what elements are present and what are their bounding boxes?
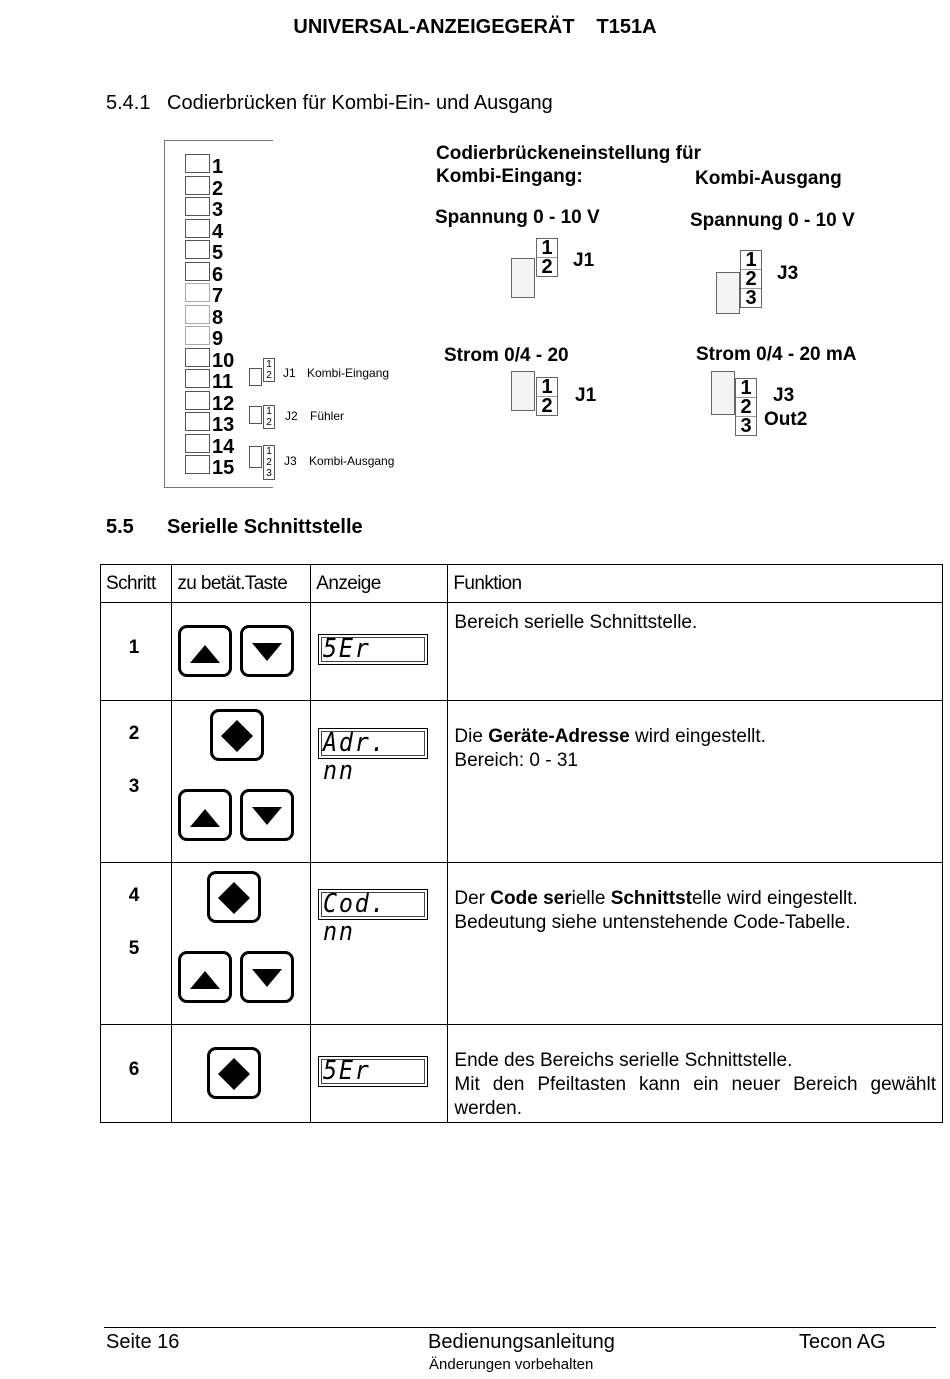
- text-bold: Geräte-Adresse: [488, 726, 630, 747]
- out-current-label: Strom 0/4 - 20 mA: [696, 344, 857, 365]
- lcd-display: [318, 634, 428, 665]
- section-heading-55: [106, 516, 363, 539]
- pin: 1: [266, 359, 272, 370]
- terminal-box: [185, 369, 210, 388]
- lcd-display: [318, 1056, 428, 1087]
- display-cell: [311, 1025, 448, 1123]
- jumper-j1-pins: [263, 358, 275, 382]
- function-line: Bedeutung siehe untenstehende Code-Tabelle.: [454, 912, 851, 933]
- step-number: 6: [128, 1059, 140, 1080]
- bridge-heading: Codierbrückeneinstellung für: [436, 143, 701, 164]
- pin: 2: [266, 417, 272, 428]
- pin: 2: [541, 256, 553, 278]
- key-cell: [172, 1025, 311, 1123]
- in-current-jumper-body: [511, 371, 535, 411]
- terminal-number: 8: [212, 306, 224, 329]
- key-cell: [172, 701, 311, 863]
- enter-key[interactable]: [210, 709, 264, 761]
- display-text: 5Er: [323, 634, 371, 664]
- jumper-j3-id: J3: [284, 454, 297, 468]
- diamond-icon: [218, 882, 250, 914]
- enter-key[interactable]: [207, 1047, 261, 1099]
- key-cell: [172, 863, 311, 1025]
- terminal-number: 9: [212, 328, 224, 350]
- bridge-heading-input: Kombi-Eingang:: [436, 166, 583, 187]
- terminal-box: [185, 455, 210, 474]
- up-arrow-key[interactable]: [178, 625, 232, 677]
- terminal-number: 13: [212, 414, 235, 436]
- jumper-j2-id: J2: [285, 409, 298, 423]
- col-header-step: Schritt: [101, 565, 172, 603]
- terminal-box: [185, 391, 210, 410]
- function-cell: [448, 603, 943, 701]
- text: wird eingestellt.: [629, 726, 766, 747]
- display-text: 5Er: [323, 1056, 371, 1086]
- terminal-number: 3: [212, 199, 224, 221]
- jumper-j1-id: J1: [283, 366, 296, 380]
- terminal-number: 15: [212, 457, 235, 479]
- up-arrow-key[interactable]: [178, 951, 232, 1003]
- terminal-box: [185, 240, 210, 259]
- step-number: 2: [128, 723, 140, 744]
- out-voltage-pins: [740, 250, 762, 308]
- terminal-box: [185, 262, 210, 281]
- display-text: Cod. nn: [323, 889, 387, 947]
- down-arrow-key[interactable]: [240, 951, 294, 1003]
- step-cell: [101, 603, 172, 701]
- out-current-extra: Out2: [764, 409, 808, 430]
- terminal-number: 1: [212, 156, 224, 178]
- terminal-box: [185, 326, 210, 345]
- text: Der: [454, 888, 491, 909]
- terminal-number: 10: [212, 349, 235, 372]
- table-row: [101, 603, 943, 701]
- jumper-j3-label: Kombi-Ausgang: [309, 454, 395, 468]
- pin: 1: [266, 406, 272, 417]
- display-cell: [311, 603, 448, 701]
- page-header: [0, 16, 950, 39]
- terminal-number: 4: [212, 220, 224, 243]
- down-arrow-icon: [252, 807, 282, 825]
- in-voltage-jumper-body: [511, 258, 535, 298]
- enter-key[interactable]: [207, 871, 261, 923]
- terminal-number: 7: [212, 285, 224, 307]
- function-line: [454, 725, 936, 749]
- footer-doc: Bedienungsanleitung: [428, 1331, 615, 1353]
- terminal-box: [185, 219, 210, 238]
- in-current-label: Strom 0/4 - 20: [444, 345, 569, 366]
- terminal-number: 5: [212, 242, 224, 264]
- text: elle wird eingestellt.: [691, 888, 858, 909]
- section-number: 5.4.1: [106, 92, 151, 114]
- display-cell: [311, 863, 448, 1025]
- out-voltage-jumper-body: [716, 272, 740, 314]
- col-header-function: Funktion: [448, 565, 943, 603]
- out-voltage-label: Spannung 0 - 10 V: [690, 210, 855, 231]
- down-arrow-key[interactable]: [240, 789, 294, 841]
- header-model: T151A: [596, 16, 657, 38]
- function-cell: [448, 701, 943, 863]
- pin: 1: [537, 378, 557, 397]
- down-arrow-key[interactable]: [240, 625, 294, 677]
- pin: 3: [740, 415, 752, 437]
- terminal-number: 12: [212, 392, 235, 415]
- step-number: 5: [128, 938, 140, 959]
- function-cell: [448, 1025, 943, 1123]
- step-number: 4: [128, 885, 140, 906]
- up-arrow-icon: [190, 809, 220, 827]
- terminal-box: [185, 412, 210, 431]
- table-header-row: [101, 565, 943, 603]
- diamond-icon: [221, 720, 253, 752]
- terminal-number: 2: [212, 177, 224, 200]
- out-current-jumper-id: J3: [773, 385, 795, 406]
- in-voltage-jumper-id: J1: [573, 250, 595, 271]
- steps-table: [100, 564, 943, 1123]
- col-header-key: zu betät.Taste: [172, 565, 311, 603]
- out-current-jumper-body: [711, 371, 735, 415]
- footer-page: Seite 16: [106, 1331, 180, 1353]
- step-number: 1: [128, 637, 140, 658]
- terminal-box: [185, 305, 210, 324]
- display-cell: [311, 701, 448, 863]
- col-header-display: Anzeige: [311, 565, 448, 603]
- down-arrow-icon: [252, 643, 282, 661]
- pin: 1: [266, 446, 272, 457]
- footer-note: Änderungen vorbehalten: [429, 1356, 594, 1373]
- terminal-box: [185, 176, 210, 195]
- pin: 3: [266, 468, 272, 479]
- text: Die: [454, 726, 489, 747]
- out-current-pins: [735, 378, 757, 436]
- terminal-box: [185, 348, 210, 367]
- pin: 2: [736, 398, 756, 417]
- jumper-j3-pins: [263, 445, 275, 480]
- table-row: [101, 863, 943, 1025]
- table-row: [101, 1025, 943, 1123]
- text: ielle: [571, 888, 611, 909]
- section-title: Codierbrücken für Kombi-Ein- und Ausgang: [167, 92, 553, 114]
- text-bold: Code ser: [490, 888, 572, 909]
- terminal-box: [185, 197, 210, 216]
- key-cell: [172, 603, 311, 701]
- jumper-j3-body: [249, 446, 262, 468]
- pin: 2: [266, 457, 272, 468]
- up-arrow-icon: [190, 645, 220, 663]
- section-title: Serielle Schnittstelle: [167, 516, 363, 538]
- pin: 1: [736, 379, 756, 398]
- section-heading-541: [106, 92, 553, 115]
- terminal-number: 6: [212, 263, 224, 286]
- up-arrow-key[interactable]: [178, 789, 232, 841]
- jumper-j2-label: Fühler: [310, 409, 345, 423]
- bridge-heading-output: Kombi-Ausgang: [695, 168, 842, 189]
- terminal-number: 14: [212, 435, 235, 458]
- step-cell: [101, 1025, 172, 1123]
- lcd-display: [318, 728, 428, 786]
- terminal-box: [185, 434, 210, 453]
- in-current-jumper-id: J1: [575, 385, 597, 406]
- step-cell: [101, 863, 172, 1025]
- function-line: Ende des Bereichs serielle Schnittstelle.: [454, 1050, 793, 1071]
- jumper-j1-body: [249, 368, 262, 386]
- pin: 3: [745, 287, 757, 309]
- in-current-pins: [536, 377, 558, 416]
- footer-company: Tecon AG: [799, 1331, 886, 1353]
- text-bold: Schnittst: [610, 888, 692, 909]
- out-voltage-jumper-id: J3: [777, 263, 799, 284]
- footer-divider: [104, 1327, 936, 1328]
- terminal-box: [185, 283, 210, 302]
- down-arrow-icon: [252, 969, 282, 987]
- pin: 1: [741, 251, 761, 270]
- lcd-display: [318, 889, 428, 947]
- header-title: UNIVERSAL-ANZEIGEGERÄT: [293, 16, 575, 38]
- diamond-icon: [218, 1058, 250, 1090]
- function-line: [454, 887, 936, 911]
- in-voltage-pins: [536, 238, 558, 277]
- pin: 2: [741, 270, 761, 289]
- function-line: Mit den Pfeiltasten kann ein neuer Bereich gewählt werden.: [454, 1074, 936, 1119]
- table-row: [101, 701, 943, 863]
- up-arrow-icon: [190, 971, 220, 989]
- pin: 2: [266, 370, 272, 381]
- jumper-j2-pins: [263, 405, 275, 429]
- function-line: Bereich: 0 - 31: [454, 750, 578, 771]
- terminal-number: 11: [212, 371, 234, 393]
- in-voltage-label: Spannung 0 - 10 V: [435, 207, 600, 228]
- function-text: Bereich serielle Schnittstelle.: [454, 612, 698, 633]
- section-number: 5.5: [106, 516, 134, 538]
- step-cell: [101, 701, 172, 863]
- jumper-j2-body: [249, 406, 262, 424]
- pin: 2: [541, 395, 553, 417]
- pin: 1: [537, 239, 557, 258]
- step-number: 3: [128, 776, 140, 797]
- jumper-j1-label: Kombi-Eingang: [307, 366, 390, 380]
- display-text: Adr. nn: [323, 728, 387, 786]
- function-cell: [448, 863, 943, 1025]
- terminal-box: [185, 154, 210, 173]
